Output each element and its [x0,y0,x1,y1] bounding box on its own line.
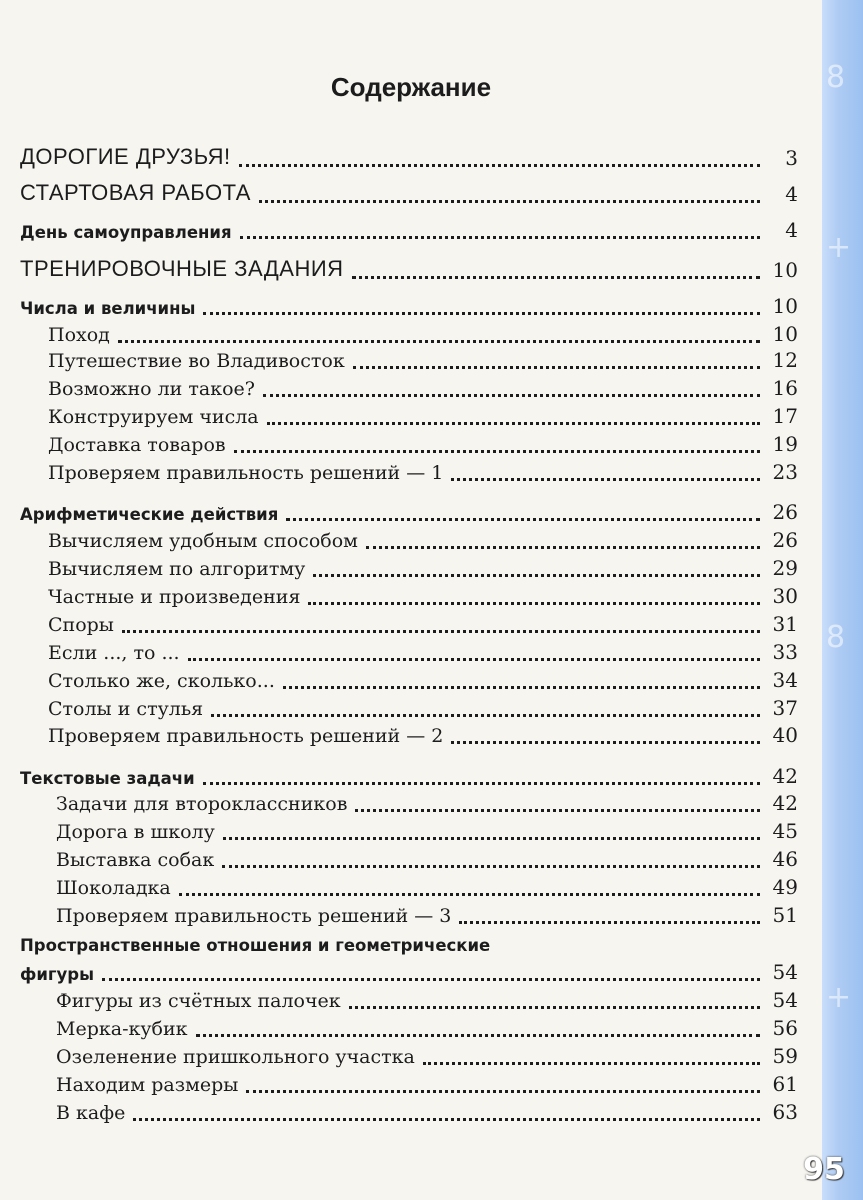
toc-entry[interactable] [0,1070,822,1100]
toc-entry-page: 45 [772,819,798,843]
toc-entry-label: Проверяем правильность решений — 1 [48,462,451,484]
toc-entry-page: 10 [772,294,798,318]
leader-dots [133,1118,760,1121]
toc-entry-page: 29 [772,556,798,580]
toc-entry-page: 31 [772,612,798,636]
toc-entry-label: Дорога в школу [56,821,223,843]
toc-entry-page: 59 [772,1044,798,1068]
toc-entry[interactable] [0,1098,822,1128]
toc-entry[interactable] [0,374,822,404]
toc-entry-label: Столько же, сколько... [48,670,283,692]
toc-entry-page: 26 [772,528,798,552]
leader-dots [203,782,760,785]
leader-dots [188,658,760,661]
toc-entry[interactable] [0,346,822,376]
leader-dots [423,1062,760,1065]
toc-entry-label: ДОРОГИЕ ДРУЗЬЯ! [20,144,239,170]
toc-entry-label-line1: Пространственные отношения и геометрические [20,936,491,955]
toc-entry[interactable] [0,610,822,640]
leader-dots [211,714,760,717]
toc-entry[interactable] [0,845,822,875]
toc-entry[interactable] [0,430,822,460]
toc-entry-page: 54 [772,960,798,984]
leader-dots [196,1034,760,1037]
toc-entry[interactable] [0,458,822,488]
toc-entry-page: 42 [772,791,798,815]
leader-dots [451,741,760,744]
leader-dots [459,921,760,924]
toc-entry-label: фигуры [20,965,102,984]
toc-entry[interactable] [0,554,822,584]
decorative-digit: 8 [826,620,846,655]
decorative-digit: + [826,230,852,265]
toc-entry[interactable] [0,1014,822,1044]
leader-dots [267,422,760,425]
toc-entry[interactable] [0,789,822,819]
leader-dots [308,602,760,605]
toc-entry[interactable] [0,402,822,432]
toc-entry-page: 26 [772,500,798,524]
toc-entry[interactable] [0,901,822,931]
leader-dots [122,630,760,633]
toc-entry[interactable] [0,666,822,696]
toc-entry-label: Озеленение пришкольного участка [56,1046,423,1068]
toc-entry-label: Находим размеры [56,1074,246,1096]
toc-entry[interactable] [0,256,822,286]
toc-entry-label: Проверяем правильность решений — 2 [48,725,451,747]
toc-entry-page: 56 [772,1016,798,1040]
toc-entry-page: 4 [785,182,798,206]
toc-entry-page: 61 [772,1072,798,1096]
leader-dots [118,340,760,343]
leader-dots [223,837,760,840]
toc-entry-label: Поход [48,324,118,346]
toc-entry-label: Возможно ли такое? [48,378,263,400]
toc-entry-label: Текстовые задачи [20,769,203,788]
toc-entry[interactable] [0,817,822,847]
toc-entry-label: Мерка-кубик [56,1018,196,1040]
toc-entry-page: 16 [772,376,798,400]
toc-entry-label: СТАРТОВАЯ РАБОТА [20,180,259,206]
toc-entry-label: Арифметические действия [20,505,286,524]
toc-entry[interactable] [0,180,822,210]
toc-entry-page: 19 [772,432,798,456]
toc-entry-page: 34 [772,668,798,692]
toc-entry-page: 10 [772,258,798,282]
toc-entry-label: Конструируем числа [48,406,267,428]
toc-entry-label: Шоколадка [56,877,179,899]
toc-entry-page: 17 [772,404,798,428]
leader-dots [246,1090,760,1093]
toc-entry[interactable] [0,694,822,724]
toc-entry-page: 49 [772,875,798,899]
leader-dots [234,450,760,453]
toc-entry-label: Вычисляем по алгоритму [48,558,313,580]
toc-entry-page: 40 [772,723,798,747]
leader-dots [283,686,760,689]
toc-entry-page: 33 [772,640,798,664]
toc-entry-page: 63 [772,1100,798,1124]
toc-entry[interactable] [0,638,822,668]
toc-entry-label: Выставка собак [56,849,222,871]
toc-entry[interactable] [0,873,822,903]
leader-dots [353,366,760,369]
leader-dots [286,518,760,521]
toc-entry[interactable] [0,958,822,988]
toc-entry-label: Путешествие во Владивосток [48,350,353,372]
leader-dots [451,478,760,481]
toc-entry[interactable] [0,144,822,174]
decorative-digit: 8 [826,60,846,95]
leader-dots [239,164,760,167]
toc-entry-page: 51 [772,903,798,927]
leader-dots [349,1006,760,1009]
toc-entry[interactable] [0,216,822,246]
toc-entry[interactable] [0,1042,822,1072]
toc-entry-label: Столы и стулья [48,698,211,720]
leader-dots [222,865,760,868]
toc-entry-page: 54 [772,988,798,1012]
toc-entry-label: День самоуправления [20,223,240,242]
decorative-digit: + [826,980,852,1015]
toc-entry-label: Доставка товаров [48,434,234,456]
leader-dots [313,574,760,577]
toc-entry-label: Споры [48,614,122,636]
toc-entry[interactable] [0,526,822,556]
leader-dots [366,546,760,549]
leader-dots [102,978,760,981]
leader-dots [355,809,760,812]
toc-entry-label: Частные и произведения [48,586,308,608]
toc-entry[interactable] [0,986,822,1016]
page-title: Содержание [330,72,492,102]
leader-dots [240,236,760,239]
toc-entry-label: Числа и величины [20,299,203,318]
toc-entry-label: ТРЕНИРОВОЧНЫЕ ЗАДАНИЯ [20,256,352,282]
toc-entry[interactable] [0,292,822,322]
page-number: 95 [803,1152,845,1187]
toc-entry-page: 12 [772,348,798,372]
toc-entry[interactable] [0,582,822,612]
leader-dots [263,394,760,397]
leader-dots [352,276,760,279]
toc-entry-page: 30 [772,584,798,608]
side-decorative-stripe [822,0,863,1200]
toc-entry-page: 42 [772,764,798,788]
toc-entry-page: 3 [785,146,798,170]
toc-entry-page: 10 [772,322,798,346]
toc-entry-label: В кафе [56,1102,133,1124]
toc-entry-label: Проверяем правильность решений — 3 [56,905,459,927]
toc-entry-page: 37 [772,696,798,720]
leader-dots [203,312,760,315]
toc-entry[interactable] [0,762,822,792]
toc-entry-page: 4 [785,218,798,242]
leader-dots [259,200,760,203]
toc-entry-page: 46 [772,847,798,871]
toc-entry-page: 23 [772,460,798,484]
toc-entry[interactable] [0,498,822,528]
toc-entry[interactable] [0,721,822,751]
leader-dots [179,893,760,896]
toc-entry-label: Задачи для второклассников [56,793,355,815]
toc-entry-label: Вычисляем удобным способом [48,530,366,552]
toc-entry-label: Фигуры из счётных палочек [56,990,349,1012]
toc-entry-label: Если ..., то ... [48,642,188,664]
